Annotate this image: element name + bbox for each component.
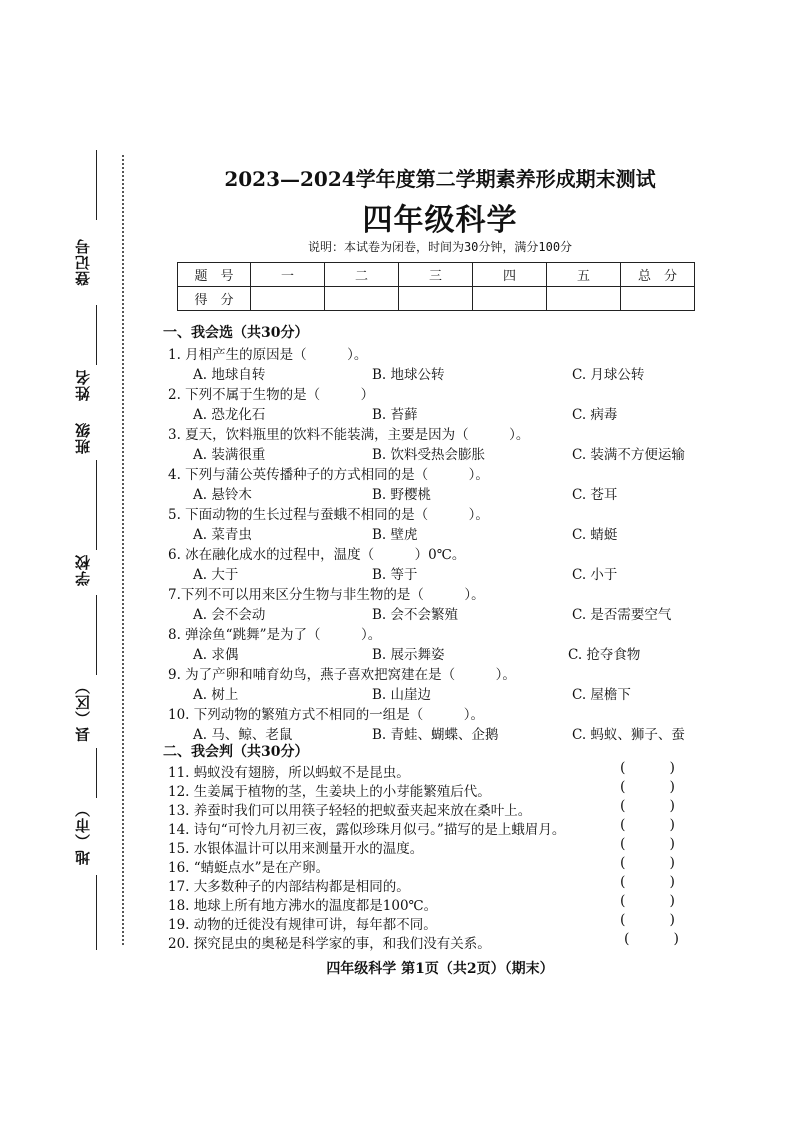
answer-blank[interactable] xyxy=(620,798,675,814)
paren-close: ) xyxy=(673,931,679,947)
fill-line xyxy=(96,305,97,365)
answer-blank[interactable] xyxy=(620,874,675,890)
question: 4. 下列与蒲公英传播种子的方式相同的是（ ）。 xyxy=(168,467,489,483)
city-label: 地（市） xyxy=(74,801,92,865)
option[interactable]: C. 蜻蜓 xyxy=(572,527,618,543)
paren-open: ( xyxy=(620,912,626,928)
option[interactable]: A. 会不会动 xyxy=(193,607,266,623)
question: 9. 为了产卵和哺育幼鸟，燕子喜欢把窝建在是（ ）。 xyxy=(168,667,516,683)
fill-line xyxy=(96,748,97,798)
judgment-item: 11. 蚂蚁没有翅膀，所以蚂蚁不是昆虫。 xyxy=(168,765,410,781)
table-cell: 三 xyxy=(399,263,473,287)
paren-open: ( xyxy=(620,798,626,814)
cut-line xyxy=(122,155,124,945)
judgment-item: 16. “蜻蜓点水”是在产卵。 xyxy=(168,860,330,876)
paren-close: ) xyxy=(669,760,675,776)
answer-blank[interactable] xyxy=(620,855,675,871)
score-header-row xyxy=(178,263,695,287)
judgment-item: 17. 大多数种子的内部结构都是相同的。 xyxy=(168,879,410,895)
judgment-item: 20. 探究昆虫的奥秘是科学家的事，和我们没有关系。 xyxy=(168,936,491,952)
question: 8. 弹涂鱼“跳舞”是为了（ ）。 xyxy=(168,627,382,643)
paren-open: ( xyxy=(620,855,626,871)
section-title: 二、我会判（共30分） xyxy=(163,744,309,760)
option[interactable]: B. 青蛙、蝴蝶、企鹅 xyxy=(372,727,499,743)
option[interactable]: A. 悬铃木 xyxy=(193,487,252,503)
judgment-item: 13. 养蚕时我们可以用筷子轻轻的把蚁蚕夹起来放在桑叶上。 xyxy=(168,803,532,819)
option[interactable]: A. 地球自转 xyxy=(193,367,266,383)
answer-blank[interactable] xyxy=(620,893,675,909)
table-cell: 总 分 xyxy=(621,263,695,287)
fill-line xyxy=(96,875,97,950)
page-footer: 四年级科学 第1页（共2页）（期末） xyxy=(326,961,554,977)
school-label: 学校 xyxy=(74,554,92,586)
option[interactable]: A. 菜青虫 xyxy=(193,527,252,543)
judgment-item: 19. 动物的迁徙没有规律可讲，每年都不同。 xyxy=(168,917,437,933)
score-input-cell[interactable] xyxy=(621,287,695,311)
paren-open: ( xyxy=(624,931,630,947)
exam-title: 2023—2024学年度第二学期素养形成期末测试 xyxy=(224,167,656,191)
judgment-item: 15. 水银体温计可以用来测量开水的温度。 xyxy=(168,841,424,857)
paren-close: ) xyxy=(669,798,675,814)
option[interactable]: C. 抢夺食物 xyxy=(568,647,641,663)
binding-strip xyxy=(72,150,122,950)
paren-open: ( xyxy=(620,893,626,909)
fill-line xyxy=(96,460,97,550)
score-input-cell[interactable] xyxy=(547,287,621,311)
registration-label: 登记号 xyxy=(74,238,92,286)
option[interactable]: B. 壁虎 xyxy=(372,527,418,543)
option[interactable]: B. 苔藓 xyxy=(372,407,418,423)
option[interactable]: C. 是否需要空气 xyxy=(572,607,672,623)
option[interactable]: A. 树上 xyxy=(193,687,239,703)
answer-blank[interactable] xyxy=(620,760,675,776)
paren-close: ) xyxy=(669,836,675,852)
option[interactable]: B. 山崖边 xyxy=(372,687,432,703)
judgment-item: 14. 诗句“可怜九月初三夜，露似珍珠月似弓。”描写的是上蛾眉月。 xyxy=(168,822,566,838)
score-input-cell[interactable] xyxy=(325,287,399,311)
exam-note: 说明：本试卷为闭卷，时间为30分钟，满分100分 xyxy=(307,240,573,254)
option[interactable]: A. 大于 xyxy=(193,567,239,583)
option[interactable]: C. 病毒 xyxy=(572,407,618,423)
option[interactable]: A. 装满很重 xyxy=(193,447,266,463)
table-cell: 得 分 xyxy=(178,287,251,311)
table-cell: 四 xyxy=(473,263,547,287)
paren-close: ) xyxy=(669,893,675,909)
answer-blank[interactable] xyxy=(620,836,675,852)
option[interactable]: A. 马、鲸、老鼠 xyxy=(193,727,293,743)
judgment-item: 18. 地球上所有地方沸水的温度都是100℃。 xyxy=(168,898,438,914)
question: 6. 冰在融化成水的过程中，温度（ ）0℃。 xyxy=(168,547,466,563)
question: 2. 下列不属于生物的是（ ） xyxy=(168,387,375,403)
answer-blank[interactable] xyxy=(620,817,675,833)
paren-close: ) xyxy=(669,855,675,871)
county-label: 县（区） xyxy=(74,678,92,742)
section-title: 一、我会选（共30分） xyxy=(163,325,309,341)
option[interactable]: B. 饮料受热会膨胀 xyxy=(372,447,486,463)
option[interactable]: B. 展示舞姿 xyxy=(372,647,445,663)
option[interactable]: B. 野樱桃 xyxy=(372,487,432,503)
option[interactable]: C. 苍耳 xyxy=(572,487,618,503)
table-cell: 一 xyxy=(251,263,325,287)
table-cell: 二 xyxy=(325,263,399,287)
score-input-cell[interactable] xyxy=(473,287,547,311)
fill-line xyxy=(96,150,97,220)
option[interactable]: C. 屋檐下 xyxy=(572,687,631,703)
question: 3. 夏天，饮料瓶里的饮料不能装满，主要是因为（ ）。 xyxy=(168,427,530,443)
answer-blank[interactable] xyxy=(624,931,679,947)
paren-close: ) xyxy=(669,912,675,928)
score-input-cell[interactable] xyxy=(251,287,325,311)
answer-blank[interactable] xyxy=(620,912,675,928)
paren-close: ) xyxy=(669,779,675,795)
paren-open: ( xyxy=(620,874,626,890)
judgment-item: 12. 生姜属于植物的茎，生姜块上的小芽能繁殖后代。 xyxy=(168,784,491,800)
option[interactable]: B. 会不会繁殖 xyxy=(372,607,459,623)
option[interactable]: C. 装满不方便运输 xyxy=(572,447,685,463)
question: 1. 月相产生的原因是（ ）。 xyxy=(168,347,368,363)
class-label: 班级 xyxy=(74,422,92,454)
option[interactable]: C. 月球公转 xyxy=(572,367,645,383)
table-cell: 题 号 xyxy=(178,263,251,287)
exam-subject: 四年级科学 xyxy=(362,203,518,238)
name-label: 姓名 xyxy=(74,369,92,401)
answer-blank[interactable] xyxy=(620,779,675,795)
paren-open: ( xyxy=(620,760,626,776)
option[interactable]: B. 等于 xyxy=(372,567,418,583)
paren-open: ( xyxy=(620,779,626,795)
option[interactable]: C. 蚂蚁、狮子、蚕 xyxy=(572,727,685,743)
paren-close: ) xyxy=(669,874,675,890)
option[interactable]: B. 地球公转 xyxy=(372,367,445,383)
table-cell: 五 xyxy=(547,263,621,287)
paren-open: ( xyxy=(620,836,626,852)
question: 10. 下列动物的繁殖方式不相同的一组是（ ）。 xyxy=(168,707,485,723)
paren-close: ) xyxy=(669,817,675,833)
score-input-cell[interactable] xyxy=(399,287,473,311)
option[interactable]: A. 恐龙化石 xyxy=(193,407,266,423)
fill-line xyxy=(96,595,97,675)
paren-open: ( xyxy=(620,817,626,833)
option[interactable]: C. 小于 xyxy=(572,567,618,583)
question: 7.下列不可以用来区分生物与非生物的是（ ）。 xyxy=(168,587,485,603)
score-table xyxy=(177,262,695,311)
option[interactable]: A. 求偶 xyxy=(193,647,239,663)
question: 5. 下面动物的生长过程与蚕蛾不相同的是（ ）。 xyxy=(168,507,489,523)
score-row xyxy=(178,287,695,311)
